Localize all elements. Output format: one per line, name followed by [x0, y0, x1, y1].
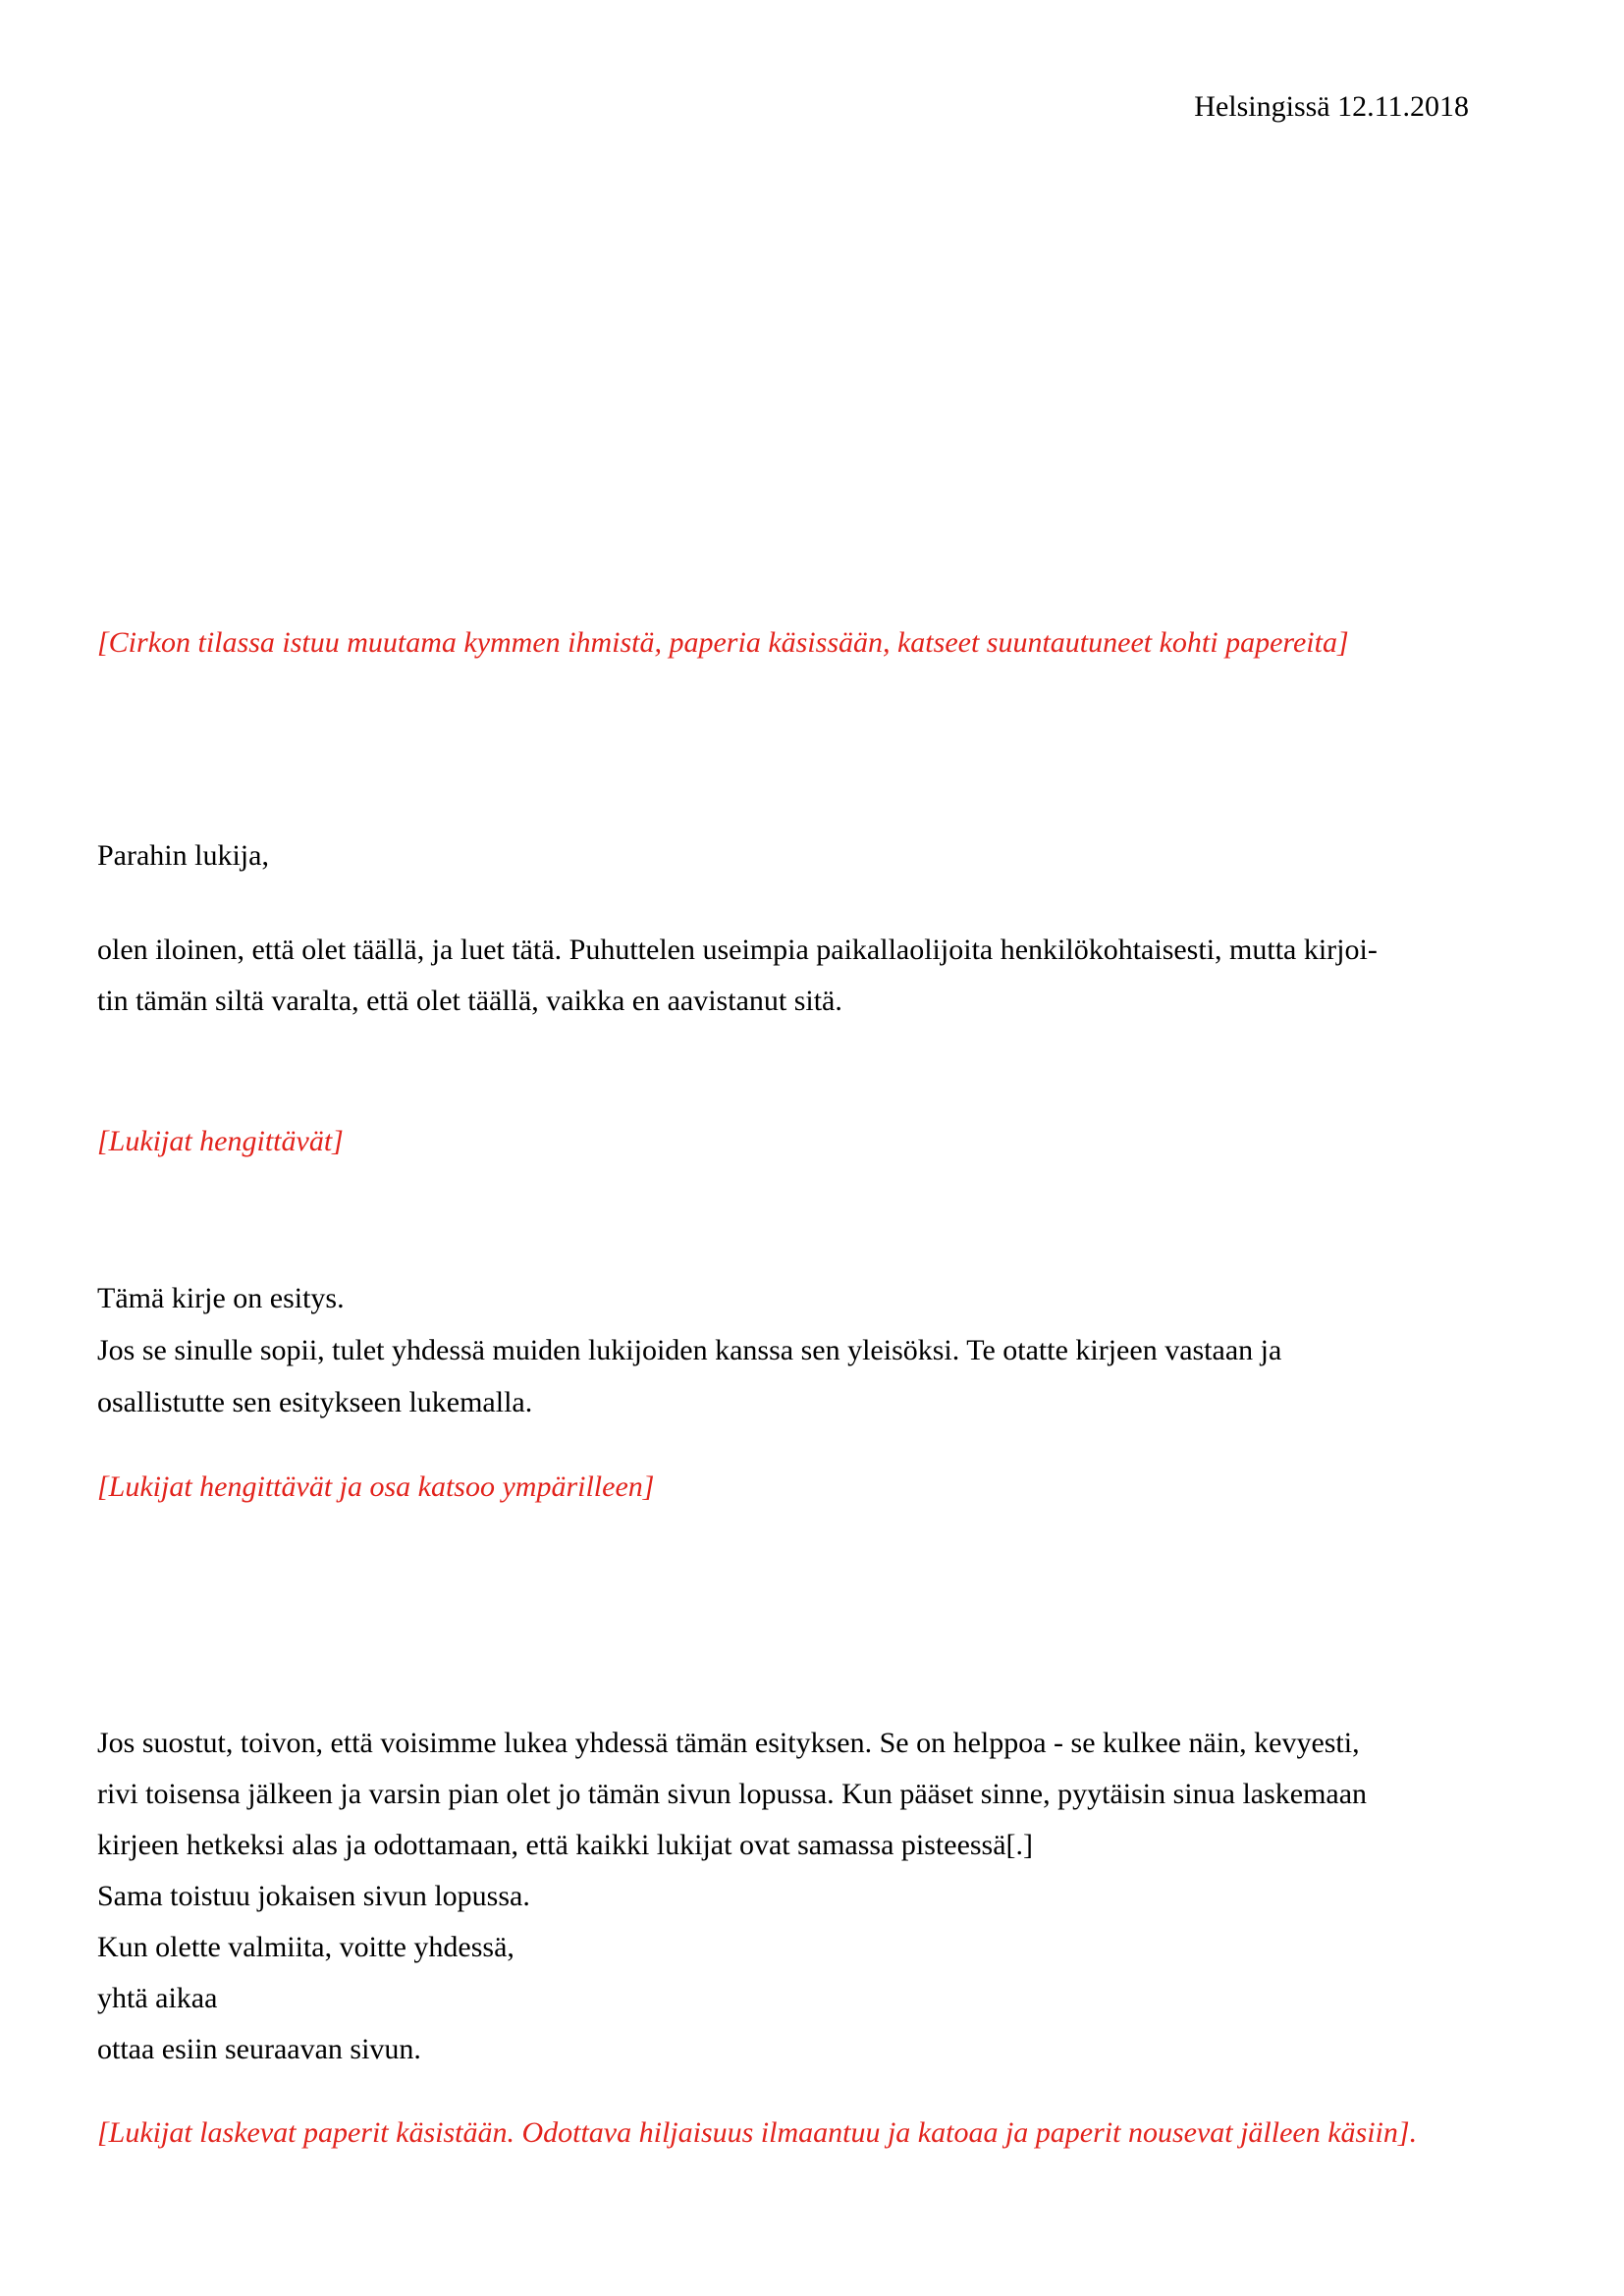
paragraph-3-line-3: kirjeen hetkeksi alas ja odottamaan, että kaikki lukijat ovat samassa pisteessä[.] — [97, 1829, 1034, 1861]
paragraph-3-line-7: ottaa esiin seuraavan sivun. — [97, 2033, 421, 2065]
dateline: Helsingissä 12.11.2018 — [1194, 90, 1469, 123]
paragraph-2 — [97, 1272, 1281, 1428]
paragraph-1-line-1: olen iloinen, että olet täällä, ja luet tätä. Puhuttelen useimpia paikallaolijoita henkilökohtaisesti, mutta kirjoi- — [97, 934, 1378, 966]
paragraph-3-line-1: Jos suostut, toivon, että voisimme lukea yhdessä tämän esityksen. Se on helppoa - se kulkee näin, kevyesti, — [97, 1727, 1360, 1759]
stage-direction-readers-breathe: [Lukijat hengittävät] — [97, 1125, 344, 1157]
paragraph-3 — [97, 1718, 1367, 2075]
paragraph-1 — [97, 925, 1378, 1027]
paragraph-3-line-6: yhtä aikaa — [97, 1982, 218, 2014]
paragraph-2-line-1: Tämä kirje on esitys. — [97, 1282, 345, 1314]
paragraph-1-line-2: tin tämän siltä varalta, että olet täällä, vaikka en aavistanut sitä. — [97, 985, 842, 1017]
stage-direction-readers-breathe-and-look: [Lukijat hengittävät ja osa katsoo ympärilleen] — [97, 1470, 655, 1503]
paragraph-2-line-2: Jos se sinulle sopii, tulet yhdessä muiden lukijoiden kanssa sen yleisöksi. Te otatte kirjeen vastaan ja — [97, 1334, 1282, 1366]
salutation: Parahin lukija, — [97, 839, 269, 872]
paragraph-2-line-3: osallistutte sen esitykseen lukemalla. — [97, 1386, 533, 1418]
paragraph-3-line-5: Kun olette valmiita, voitte yhdessä, — [97, 1931, 514, 1963]
stage-direction-closing: [Lukijat laskevat paperit käsistään. Odottava hiljaisuus ilmaantuu ja katoaa ja paperit nousevat jälleen käsiin]. — [97, 2116, 1418, 2149]
paragraph-3-line-2: rivi toisensa jälkeen ja varsin pian olet jo tämän sivun lopussa. Kun pääset sinne, pyytäisin sinua laskemaan — [97, 1778, 1368, 1810]
stage-direction-opening: [Cirkon tilassa istuu muutama kymmen ihmistä, paperia käsissään, katseet suuntautuneet kohti papereita] — [97, 626, 1349, 659]
paragraph-3-line-4: Sama toistuu jokaisen sivun lopussa. — [97, 1880, 530, 1912]
